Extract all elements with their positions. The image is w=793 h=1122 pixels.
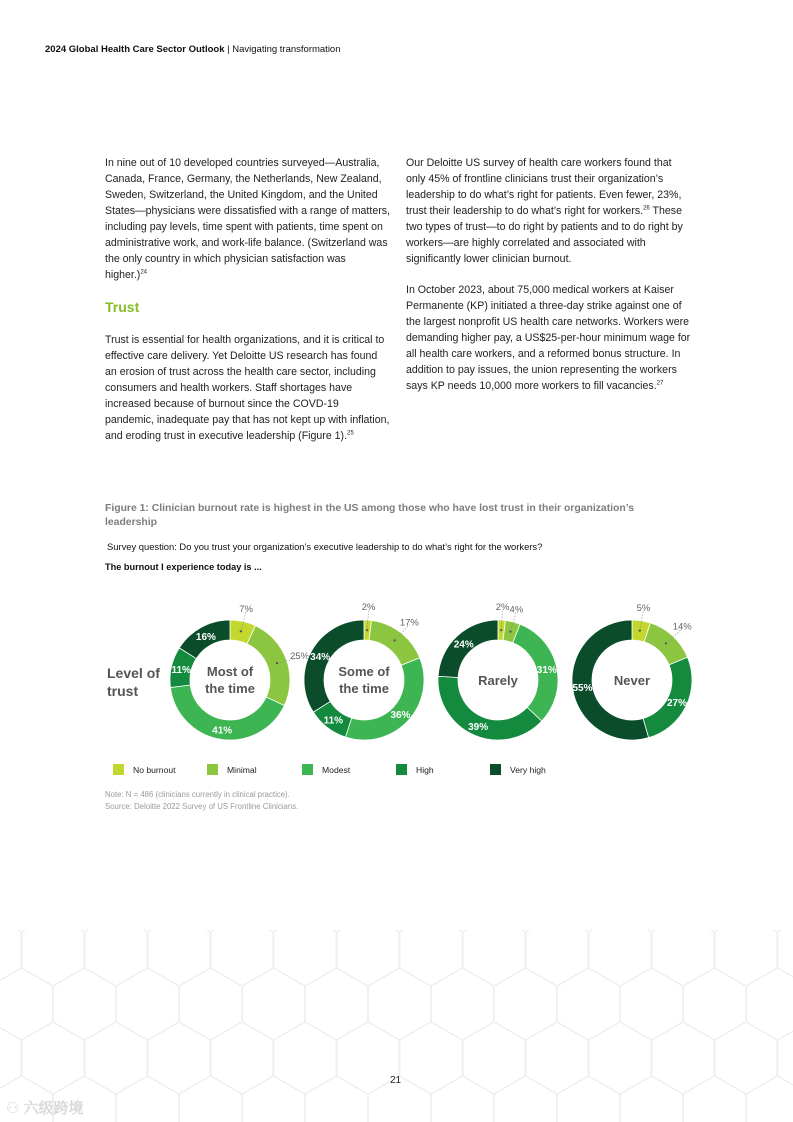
footnote-ref[interactable]: 26 [643,205,650,212]
hexagon [274,1022,336,1094]
legend-label: Very high [510,764,546,775]
donut-center-label: Most of the time [205,664,255,696]
page-number: 21 [390,1075,402,1086]
data-label: 2% [495,602,510,614]
hexagon [305,1076,367,1122]
hexagon-background-pattern [0,930,793,1122]
note-text: Note: N = 486 (clinicians currently in clinical practice). [105,790,290,799]
legend-item [490,764,546,775]
hexagon [211,1022,273,1094]
donut-never [572,603,692,740]
donut-center-label: Rarely [478,673,518,688]
legend-swatch [490,764,501,775]
hexagon [620,1076,682,1122]
hexagon [683,968,745,1040]
data-label: 36% [390,710,411,722]
legend-swatch [302,764,313,775]
hexagon [494,1076,556,1122]
data-label: 14% [672,621,692,633]
hexagon [116,968,178,1040]
data-label: 41% [212,725,233,737]
hexagon [53,968,115,1040]
donut-center-label: Never [613,673,651,688]
legend-label: No burnout [133,764,176,775]
legend-swatch [113,764,124,775]
hexagon [400,1022,462,1094]
hexagon [368,968,430,1040]
hexagon [746,1076,793,1122]
hexagon [494,968,556,1040]
header-title: 2024 Global Health Care Sector Outlook [45,44,225,55]
legend-item [113,764,176,775]
hexagon [652,930,714,986]
hexagon [148,1022,210,1094]
watermark-logo-icon: ⚇ [6,1099,20,1117]
data-label: 7% [239,603,254,615]
hexagon [85,930,147,986]
hexagon [463,930,525,986]
legend-item [302,764,350,775]
hexagon [274,930,336,986]
hexagon [305,968,367,1040]
donut-most-of-the-time [170,604,310,740]
legend-item [396,764,434,775]
footnote-ref[interactable]: 27 [656,380,664,387]
hexagon [557,968,619,1040]
hexagon [589,930,651,986]
donut-center-label: Some of the time [338,664,390,696]
hexagon [242,968,304,1040]
data-label: 4% [509,604,524,616]
legend-item [207,764,257,775]
data-label: 27% [666,697,688,709]
hexagon [211,930,273,986]
hexagon [431,1076,493,1122]
hexagon [746,968,793,1040]
paragraph: Our Deloitte US survey of health care workers found that only 45% of frontline clinicians trust their organization’s leadership to do what’s right for patients. Even fewer, 23%, trust their leadership to do what’s right for workers.$^{26}$ These two types of trust—to do right by patients and to do right by workers—are highly correlated and associated with significantly lower clinician burnout. [406,157,683,265]
hexagon [715,1022,777,1094]
hexagon [778,930,793,986]
row-label: Level of trust [107,665,160,699]
legend-swatch [396,764,407,775]
hexagon [179,1076,241,1122]
hexagon [22,1022,84,1094]
hexagon [431,968,493,1040]
data-label: 55% [572,682,593,694]
hexagon [0,930,21,986]
donut-some-of-the-time [304,602,424,740]
data-label: 34% [310,651,331,663]
hexagon [589,1022,651,1094]
hexagon [337,930,399,986]
paragraph: In nine out of 10 developed countries surveyed—Australia, Canada, France, Germany, the Netherlands, New Zealand, Sweden, Switzerland, the United Kingdom, and the United States—physicians were dissatisfied with a range of matters, including pay levels, time spent with patients, time spent on administrative work, and work-life balance. (Switzerland was the only country in which physician satisfaction was higher.)$^{24}$ [105,157,390,281]
hexagon [557,1076,619,1122]
watermark-text: 六级跨境 [23,1100,84,1117]
watermark [6,1097,83,1118]
legend-label: Modest [322,764,351,775]
header-separator: | [224,44,233,55]
hexagon [85,1022,147,1094]
hexagon [526,930,588,986]
data-label: 25% [290,650,310,662]
hexagon [400,930,462,986]
hexagon [242,1076,304,1122]
survey-question: Survey question: Do you trust your organization’s executive leadership to do what’s right for the workers? [107,541,543,552]
paragraph: Trust is essential for health organizations, and it is critical to effective care delivery. Yet Deloitte US research has found an erosion of trust across the health care sector, including consumers and health workers. Staff shortages have increased because of burnout since the COVD-19 pandemic, inadequate pay that has not kept up with inflation, and eroding trust in executive leadership (Figure 1).$^{25}$ [105,334,390,442]
hexagon [715,930,777,986]
source-text: Source: Deloitte 2022 Survey of US Frontline Clinicians. [105,802,299,811]
footnote-ref[interactable]: 24 [140,269,148,276]
data-label: 2% [361,602,376,614]
data-label: 5% [636,602,651,614]
hexagon [620,968,682,1040]
figure-note [105,789,298,813]
legend-label: Minimal [227,764,257,775]
legend-label: High [416,764,434,775]
section-heading-trust: Trust [105,299,140,315]
data-label: 39% [468,721,489,733]
data-label: 11% [323,715,344,727]
data-label: 16% [195,632,216,644]
hexagon [179,968,241,1040]
hexagon [22,930,84,986]
legend-swatch [207,764,218,775]
hexagon [683,1076,745,1122]
data-label: 24% [453,639,474,651]
header-subtitle: Navigating transformation [232,44,341,55]
hexagon [0,1022,21,1094]
hexagon [148,930,210,986]
paragraph: In October 2023, about 75,000 medical workers at Kaiser Permanente (KP) initiated a three-day strike against one of the largest nonprofit US health care networks. Workers were demanding higher pay, a US$25-per-hour minimum wage for all health care workers, and a reformed bonus structure. In addition to pay issues, the union representing the workers says KP needs 10,000 more workers to fill vacancies.$^{27}$ [406,284,691,392]
hexagon [463,1022,525,1094]
data-label: 11% [171,665,191,677]
data-label: 31% [536,665,557,677]
hexagon [526,1022,588,1094]
donut-rarely [438,602,558,740]
footnote-ref[interactable]: 25 [347,430,354,437]
data-label: 17% [399,617,419,629]
figure-title: Figure 1: Clinician burnout rate is highest in the US among those who have lost trust in their organization’s leadership [105,503,635,528]
hexagon [652,1022,714,1094]
hexagon [0,968,53,1040]
hexagon [116,1076,178,1122]
burnout-label: The burnout I experience today is ... [105,562,262,572]
